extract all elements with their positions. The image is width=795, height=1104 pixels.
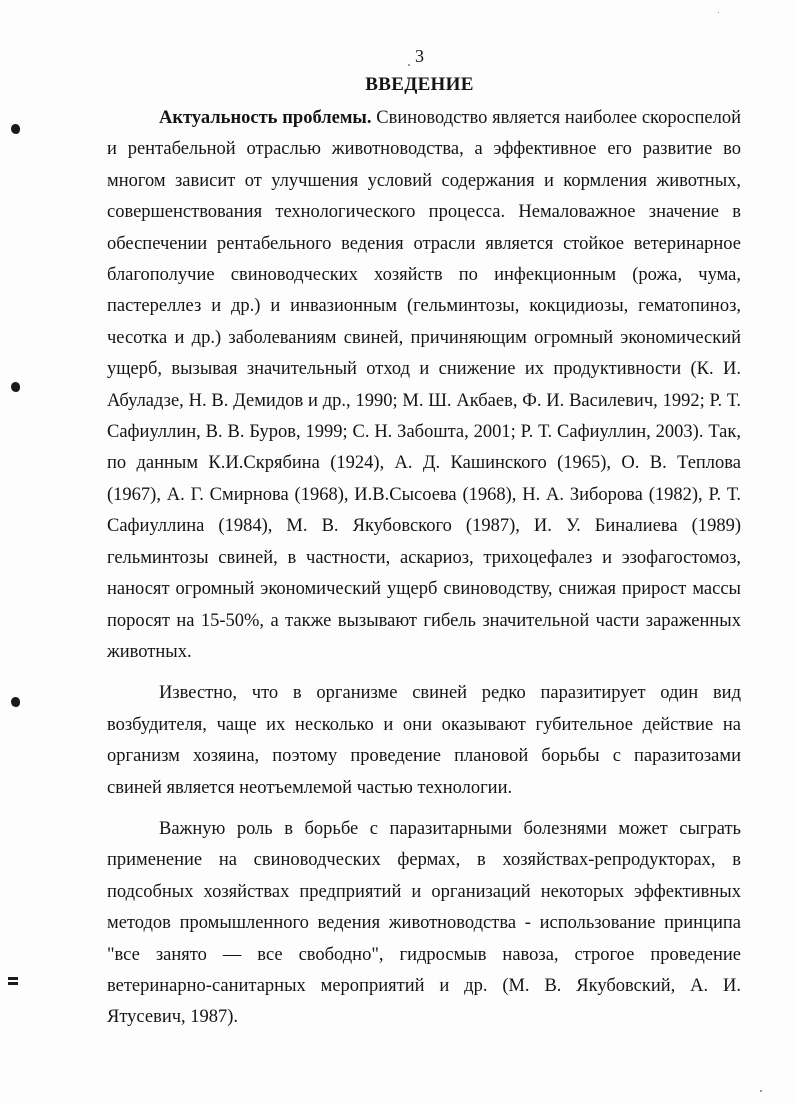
binding-hole-mark <box>11 124 20 134</box>
paragraph-parasites <box>107 678 741 804</box>
scan-speck <box>760 1090 762 1092</box>
paragraph-text: Известно, что в организме свиней редко паразитирует один вид возбудителя, чаще их несколько и они оказывают губительное действие на организм хозяина, поэтому проведение плановой борьбы с паразитозами свиней является неотъемлемой частью технологии. <box>107 683 741 798</box>
binding-hole-mark <box>11 697 20 707</box>
page-number: 3 <box>415 46 424 66</box>
paragraph-relevance <box>107 103 741 668</box>
paragraph-text: Свиноводство является наиболее скороспелой и рентабельной отраслью животноводства, а эффективное его развитие во многом зависит от улучшения условий содержания и кормления животных, совершенствования технологического процесса. Немаловажное значение в обеспечении рентабельного ведения отрасли является стойкое ветеринарное благополучие свиноводческих хозяйств по инфекционным (рожа, чума, пастереллез и др.) и инвазионным (гельминтозы, кокцидиозы, гематопиноз, чесотка и др.) заболеваниям свиней, причиняющим огромный экономический ущерб, вызывая значительный отход и снижение их продуктивности (К. И. Абуладзе, Н. В. Демидов и др., 1990; М. Ш. Акбаев, Ф. И. Василевич, 1992; Р. Т. Сафиуллин, В. В. Буров, 1999; С. Н. Забошта, 2001; Р. Т. Сафиуллин, 2003). Так, по данным К.И.Скрябина (1924), А. Д. Кашинского (1965), О. В. Теплова (1967), А. Г. Смирнова (1968), И.В.Сысоева (1968), Н. А. Зиборова (1982), Р. Т. Сафиуллина (1984), М. В. Якубовского (1987), И. У. Биналиева (1989) гельминтозы свиней, в частности, аскариоз, трихоцефалез и эзофагостомоз, наносят огромный экономический ущерб свиноводству, снижая прирост массы поросят на 15-50%, а также вызывают гибель значительной части зараженных животных. <box>107 108 741 662</box>
scan-speck <box>718 12 719 13</box>
paragraph-methods <box>107 814 741 1034</box>
body-text <box>107 103 741 1034</box>
margin-scan-mark <box>8 977 18 985</box>
binding-hole-mark <box>11 382 20 392</box>
paragraph-lead: Актуальность проблемы. <box>159 108 372 128</box>
paragraph-text: Важную роль в борьбе с паразитарными болезнями может сыграть применение на свиноводческих фермах, в хозяйствах-репродукторах, в подсобных хозяйствах предприятий и организаций некоторых эффективных методов промышленного ведения животноводства - использование принципа "все занято — все свободно", гидросмыв навоза, строгое проведение ветеринарно-санитарных мероприятий и др. (М. В. Якубовский, А. И. Ятусевич, 1987). <box>107 818 741 1028</box>
section-heading: ВВЕДЕНИЕ <box>365 74 474 95</box>
